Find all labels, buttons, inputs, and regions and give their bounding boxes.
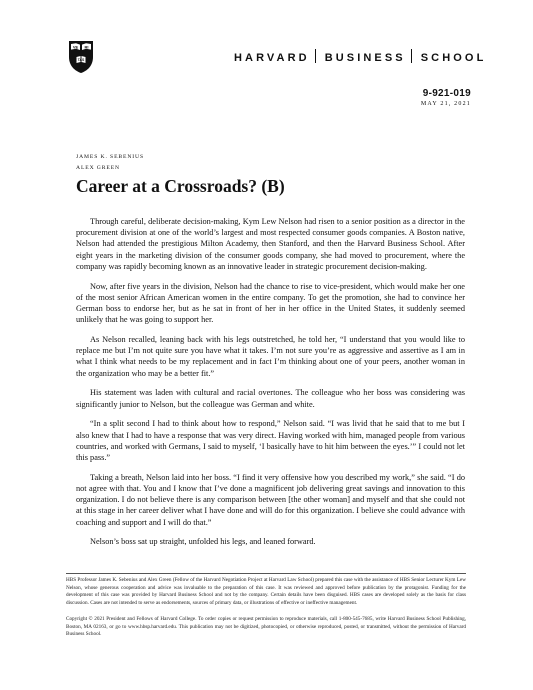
author-list xyxy=(76,152,144,174)
logo-motto-letters-2: RI xyxy=(84,44,89,50)
attribution-footnote: HBS Professor James K. Sebenius and Alex Green (Fellow of the Harvard Negotiation Project at Harvard Law School) prepared this case with the assistance of HBS Senior Lecturer Kym Lew Nelson, whose generous cooperation and advice was invaluable to the preparation of this case. It was reviewed and approved before publication by the protagonist. Funding for the development of this case was provided by Harvard Business School and not by the company. Certain details have been disguised. HBS cases are developed solely as the basis for class discussion. Cases are not intended to serve as endorsements, sources of primary data, or illustrations of effective or ineffective management. xyxy=(66,577,466,606)
body-paragraph: His statement was laden with cultural and racial overtones. The colleague who her boss was considering was significantly junior to Nelson, but the colleague was German and white. xyxy=(76,388,465,409)
case-body xyxy=(76,216,465,556)
body-paragraph: Through careful, deliberate decision-making, Kym Lew Nelson had risen to a senior position as a director in the procurement division at one of the world’s largest and most respected consumer goods companies. A Boston native, Nelson had attended the prestigious Milton Academy, then Stanford, and then the Harvard Business School. After eight years in the marketing division of the consumer goods company, she had moved to procurement, where the company was rapidly becoming known as an innovative leader in strategic procurement decision-making. xyxy=(76,217,465,271)
wordmark-divider xyxy=(315,49,316,63)
body-paragraph: Taking a breath, Nelson laid into her boss. “I find it very offensive how you described my work,” she said. “I do not agree with that. You and I know that I’ve done a magnificent job delivering great savings and innovation to this organization. I do not believe there is any comparison between [the other woman] and myself and that she could not at this stage in her career deliver what I have done and will do for this organization. I believe she could advance with coaching and support and I will do that.” xyxy=(76,472,465,527)
footnote-divider xyxy=(66,573,466,574)
author-name: ALEX GREEN xyxy=(76,165,120,171)
case-number: 9-921-019 xyxy=(422,88,471,99)
harvard-shield-logo xyxy=(68,40,94,74)
body-paragraph: Now, after five years in the division, Nelson had the chance to rise to vice-president, which would make her one of the most senior African American women in the entire company. To get the promotion, she had to convince her German boss to endorse her, but as he sat in front of her in her office in the United States, it suddenly seemed unlikely that he was going to support her. xyxy=(76,281,465,325)
case-title: Career at a Crossroads? (B) xyxy=(76,176,285,196)
school-wordmark xyxy=(234,49,486,64)
page-header xyxy=(68,40,488,90)
author-name: JAMES K. SEBENIUS xyxy=(76,154,144,160)
copyright-footnote: Copyright © 2021 President and Fellows of Harvard College. To order copies or request permission to reproduce materials, call 1-800-545-7685, write Harvard Business School Publishing, Boston, MA 02163, or go to www.hbsp.harvard.edu. This publication may not be digitized, photocopied, or otherwise reproduced, posted, or transmitted, without the permission of Harvard Business School. xyxy=(66,616,466,638)
wordmark-harvard: HARVARD xyxy=(234,52,310,64)
case-identifier xyxy=(421,88,471,107)
body-paragraph: “In a split second I had to think about how to respond,” Nelson said. “I was livid that he said that to me but I also knew that I had to have a response that was very direct. Having worked with him, managed people from various countries, and worked with Germans, I said to myself, ‘I basically have to hit him between the eyes.’” I could not let this pass.” xyxy=(76,419,465,463)
logo-motto-letters-3: TAS xyxy=(77,58,85,63)
logo-motto-letters-1: VE xyxy=(72,44,79,50)
body-paragraph: As Nelson recalled, leaning back with his legs outstretched, he told her, “I understand that you would like to replace me but I’m not quite sure you have what it takes. I’m not sure you’re as aggressive and assertive as I am in what I think what needs to be my replacement and in fact I’m thinking about one of your peers, another woman in the organization who may be a better fit.” xyxy=(76,335,465,378)
wordmark-business: BUSINESS xyxy=(324,52,406,64)
wordmark-divider xyxy=(411,49,412,63)
case-date: MAY 21, 2021 xyxy=(420,101,471,107)
body-paragraph: Nelson’s boss sat up straight, unfolded his legs, and leaned forward. xyxy=(90,537,316,547)
wordmark-school: SCHOOL xyxy=(420,52,487,64)
